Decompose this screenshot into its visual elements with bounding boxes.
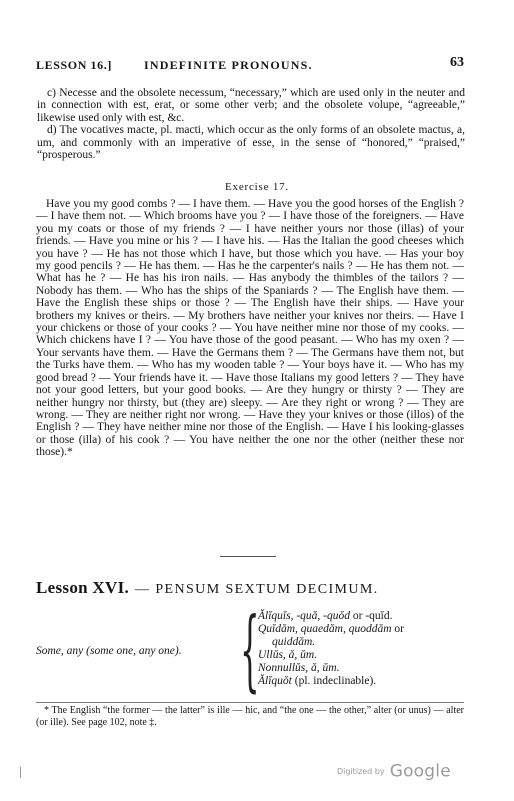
vocab-line: quiddăm. <box>272 636 316 648</box>
running-header <box>36 55 464 74</box>
footnote-text: * The English “the former — the latter” is ille — hic, and “the one — the other,” alter (or unus) — alter (or ille). See page 102, note ‡. <box>36 705 464 728</box>
vocab-line: Quĭdăm, quaedăm, quoddăm or <box>258 623 404 635</box>
exercise-body <box>36 198 464 459</box>
header-lesson-number: LESSON 16.] <box>36 58 112 72</box>
exercise-title: Exercise 17. <box>225 181 289 193</box>
lesson-title: Lesson XVI. <box>36 578 130 597</box>
watermark-by: Digitized by <box>337 767 385 776</box>
vocab-line: Ălĭquŏt (pl. indeclinable). <box>258 675 377 687</box>
lesson-subtitle: — PENSUM SEXTUM DECIMUM. <box>135 582 379 597</box>
note-d: d) The vocatives macte, pl. macti, which occur as the only forms of an obsolete mactus, a, um, and commonly with an imperative of esse, in the sense of “honored,” “praised,” “prosperous.” <box>37 124 465 162</box>
vocab-line: Ullŭs, ă, ŭm. <box>258 649 318 661</box>
page-number: 63 <box>450 55 464 70</box>
exercise-text: Have you my good combs ? — I have them. — Have you the good horses of the English ? — I have them not. — Which brooms have you ? — I have those of the foreigners. — Have you my coats or those of my friends ? — I have neither yours nor those (illas) of your friends. — Have you mine or his ? — I have his. — Has the Italian the good cheeses which you have ? — He has not those which I have, but those which you have. — Has your boy my good pencils ? — He has them. — Has he the carpenter's nails ? — He has them not. — What has he ? — He has his iron nails. — Has anybody the thimbles of the tailors ? — Nobody has them. — Who has the ships of the Spaniards ? — The English have them. — Have the English these ships or those ? — The English have their ships. — Have your brothers my knives or theirs. — My brothers have neither your knives nor theirs. — Have I your chickens or those of your cooks ? — You have neither mine nor those of my cooks. — Which chickens have I ? — You have those of the good peasant. — Who has my oxen ? — Your servants have them. — Have the Germans them ? — The Germans have them not, but the Turks have them. — Who has my wooden table ? — Your boys have it. — Who has my good bread ? — Your friends have it. — Have those Italians my good letters ? — They have not your good letters, but your good books. — Are they hungry or thirsty ? — They are neither hungry nor thirsty, but (they are) sleepy. — Are they right or wrong ? — They are wrong. — They are neither right nor wrong. — Have they your knives or those (illos) of the English ? — They have neither mine nor those of the English. — Have I his looking-glasses or those (illa) of his cook ? — You have neither the one nor the other (neither these nor those).* <box>36 198 464 459</box>
vocab-english-label: Some, any (some one, any one). <box>36 645 182 657</box>
footnote <box>36 705 464 729</box>
header-running-title: INDEFINITE PRONOUNS. <box>144 58 313 72</box>
section-divider <box>220 556 276 557</box>
margin-mark <box>20 767 21 778</box>
watermark-logo: Google <box>389 761 451 782</box>
brace-glyph: { <box>240 598 260 701</box>
vocab-line: Ălĭquĭs, -quă, -quŏd or -quĭd. <box>258 610 393 622</box>
vocab-line: Nonnullŭs, ă, ŭm. <box>258 662 340 674</box>
grammar-notes <box>37 87 465 161</box>
lesson-heading <box>36 578 379 598</box>
note-c: c) Necesse and the obsolete necessum, “necessary,” which are used only in the neuter and in connection with est, erat, or some other verb; and the obsolete volupe, “agreeable,” likewise used only with est, &c. <box>37 87 465 124</box>
digitized-watermark <box>337 761 451 782</box>
footnote-rule <box>36 702 464 703</box>
vocab-latin-list <box>258 610 468 688</box>
